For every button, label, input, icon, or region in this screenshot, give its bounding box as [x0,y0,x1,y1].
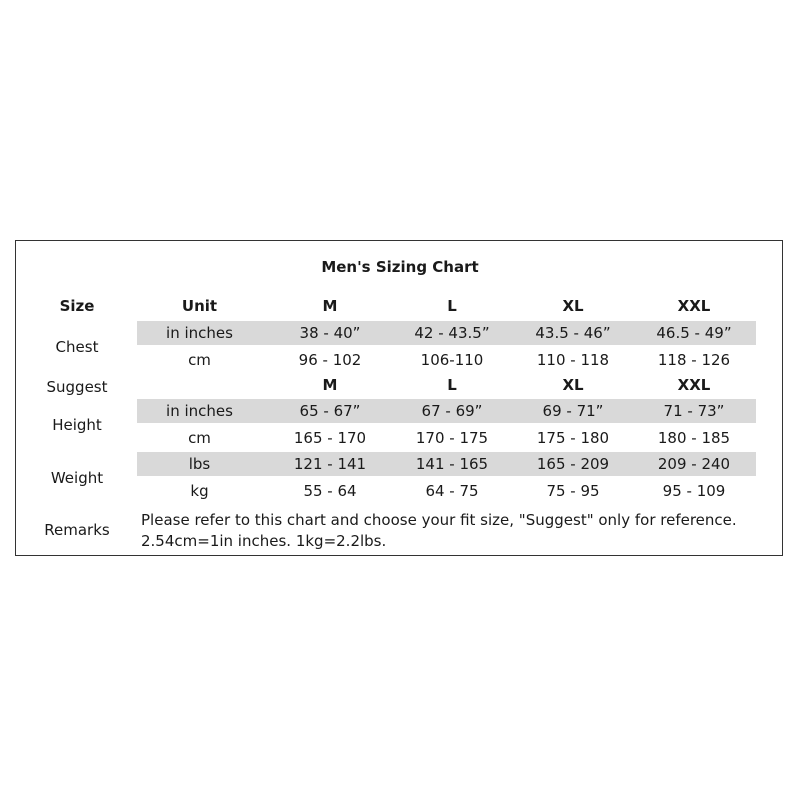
height-cm-xl: 175 - 180 [536,429,610,447]
weight-kg-xl: 75 - 95 [546,482,600,500]
suggest-size-l: L [447,376,457,394]
height-inches-xxl: 71 - 73” [663,402,725,420]
header-unit: Unit [181,297,218,315]
chest-inches-xxl: 46.5 - 49” [656,324,732,342]
weight-label: Weight [50,469,104,487]
weight-lbs-xxl: 209 - 240 [657,455,731,473]
chest-cm-unit: cm [188,351,211,369]
suggest-size-m: M [322,376,338,394]
chest-inches-unit: in inches [166,324,233,342]
weight-kg-l: 64 - 75 [425,482,479,500]
height-inches-unit: in inches [166,402,233,420]
height-cm-l: 170 - 175 [415,429,489,447]
weight-lbs-unit: lbs [188,455,211,473]
suggest-size-xxl: XXL [677,376,711,394]
header-size-xl: XL [562,297,584,315]
height-cm-xxl: 180 - 185 [657,429,731,447]
height-inches-l: 67 - 69” [421,402,483,420]
height-cm-m: 165 - 170 [293,429,367,447]
weight-lbs-xl: 165 - 209 [536,455,610,473]
chest-cm-xxl: 118 - 126 [657,351,731,369]
weight-kg-unit: kg [190,482,209,500]
remarks-label: Remarks [44,521,110,539]
weight-kg-xxl: 95 - 109 [662,482,726,500]
chest-cm-l: 106-110 [420,351,484,369]
weight-kg-m: 55 - 64 [303,482,357,500]
remarks-line-2: 2.54cm=1in inches. 1kg=2.2lbs. [141,532,387,550]
chest-cm-xl: 110 - 118 [536,351,610,369]
height-inches-xl: 69 - 71” [542,402,604,420]
header-size-m: M [322,297,338,315]
remarks-line-1: Please refer to this chart and choose your fit size, "Suggest" only for reference. [141,511,737,529]
suggest-size-xl: XL [562,376,584,394]
chest-label: Chest [55,338,99,356]
height-cm-unit: cm [188,429,211,447]
chest-inches-l: 42 - 43.5” [414,324,490,342]
weight-lbs-l: 141 - 165 [415,455,489,473]
chest-inches-m: 38 - 40” [299,324,361,342]
chest-inches-xl: 43.5 - 46” [535,324,611,342]
height-inches-m: 65 - 67” [299,402,361,420]
header-size-xxl: XXL [677,297,711,315]
header-size: Size [59,297,95,315]
chart-title: Men's Sizing Chart [321,258,479,276]
suggest-label: Suggest [46,378,108,396]
chest-cm-m: 96 - 102 [298,351,362,369]
height-label: Height [52,416,102,434]
header-size-l: L [447,297,457,315]
weight-lbs-m: 121 - 141 [293,455,367,473]
remarks-text [141,510,737,552]
